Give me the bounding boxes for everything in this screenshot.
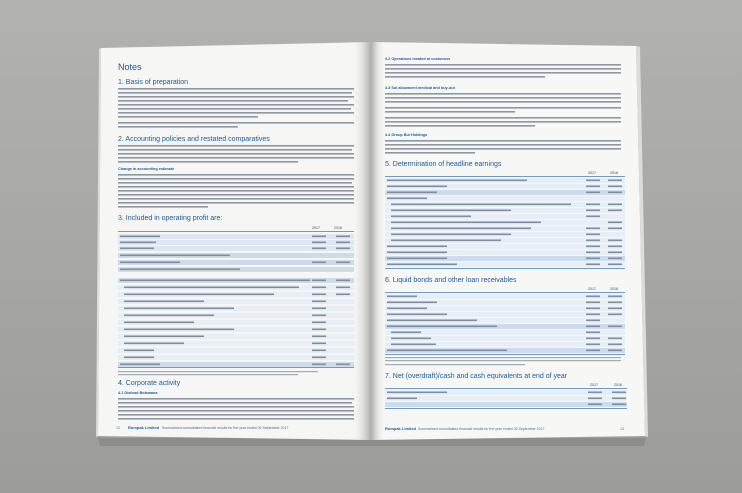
section-accounting-policies: 2. Accounting policies and restated comparatives <box>118 136 270 143</box>
gutter-shadow-left <box>352 42 371 440</box>
operating-profit-table <box>118 226 354 375</box>
section-net-cash: 7. Net (overdraft)/cash and cash equivalents at end of year <box>385 373 568 380</box>
right-footer-text: Summarised consolidated financial results for the year ended 30 September 2017 <box>418 427 545 431</box>
subhead-operations-customers: 4.2 Operations located at customers <box>385 57 451 61</box>
lb-col-2016: 2016 <box>610 287 618 291</box>
left-footer-text: Summarised consolidated financial results for the year ended 30 September 2017 <box>162 426 289 430</box>
subhead-group-holdings: 4.4 Group Bui Holdings <box>385 133 428 137</box>
left-title: Notes <box>118 62 142 72</box>
section-corporate-activity: 4. Corporate activity <box>118 380 181 387</box>
op-col-2017: 2017 <box>312 226 320 230</box>
gutter-shadow-right <box>371 42 385 440</box>
op-col-2016: 2016 <box>334 226 342 230</box>
subhead-disfood-botswana: 4.1 Disfood Botswana <box>118 391 158 395</box>
section-basis-of-preparation: 1. Basis of preparation <box>118 79 189 86</box>
nc-col-2016: 2016 <box>614 383 622 387</box>
he-col-2017: 2017 <box>588 171 596 175</box>
nc-col-2017: 2017 <box>590 383 598 387</box>
he-col-2016: 2016 <box>610 171 618 175</box>
section-headline-earnings: 5. Determination of headline earnings <box>385 161 502 168</box>
section-liquid-bonds: 6. Liquid bonds and other loan receivables <box>385 277 517 284</box>
estimate-paragraph <box>118 174 354 208</box>
right-footer-brand: Rompak Limited <box>385 426 417 431</box>
subhead-change-in-estimate: Change in accounting estimate <box>118 167 175 171</box>
left-footer-brand: Rompak Limited <box>128 425 160 430</box>
subhead-medical-buy-out: 4.3 Sol allowment medical and buy-out <box>385 86 455 90</box>
lb-col-2017: 2017 <box>588 287 596 291</box>
left-page-number: 12 <box>116 426 120 430</box>
right-page-number: 13 <box>620 427 624 431</box>
section-operating-profit: 3. Included in operating profit are: <box>118 215 223 222</box>
